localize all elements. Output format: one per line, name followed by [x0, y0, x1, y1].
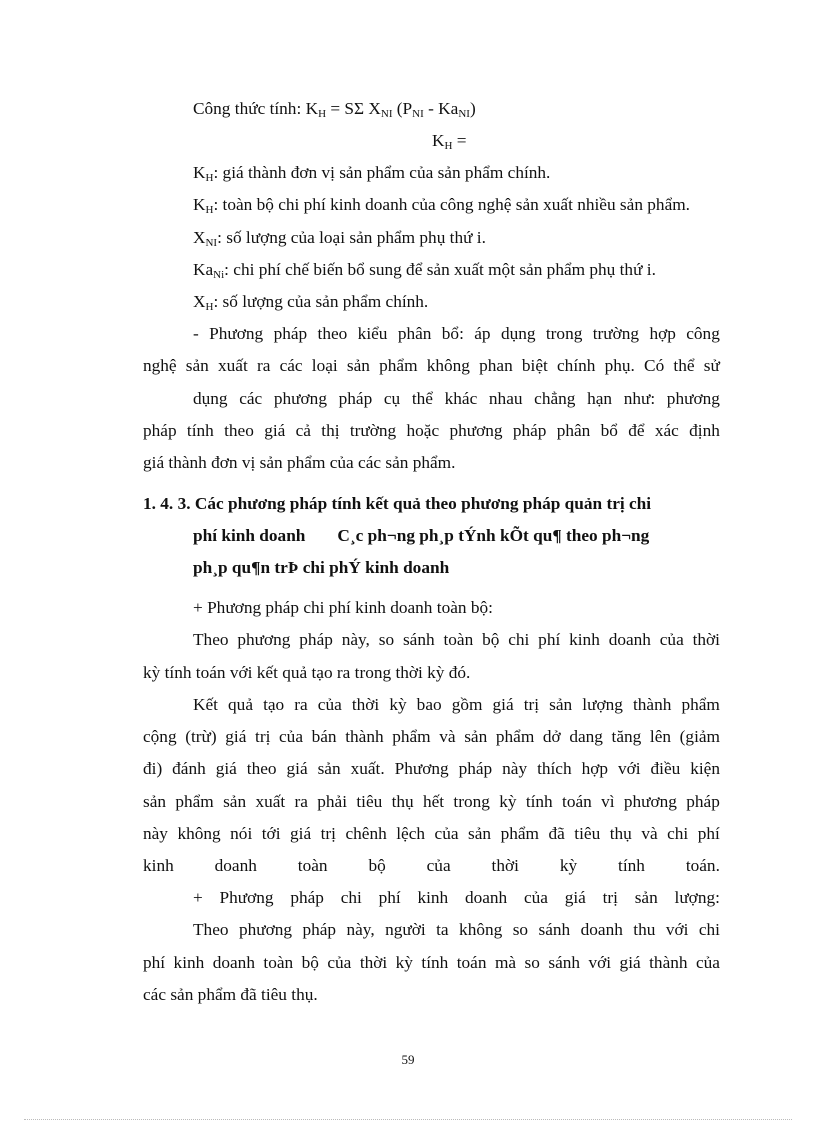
para4-line: các sản phẩm đã tiêu thụ.: [143, 985, 318, 1004]
para3-line: này không nói tới giá trị chênh lệch của sản phẩm đã tiêu thụ và chi phí: [143, 824, 720, 843]
page-border-divider: [24, 1119, 792, 1120]
para1-line: pháp tính theo giá cả thị trường hoặc phương pháp phân bổ để xác định: [143, 421, 720, 440]
definition-item: $Ka_{Ni}$: chi phí chế biến bổ sung để sản xuất một sản phẩm phụ thứ i.: [193, 260, 656, 281]
formula-line: Công thức tính: $K_H = S\Sigma$ $X_{NI}$ $(P_{NI} - Ka_{NI})$: [193, 99, 476, 120]
section-heading-line3: ph¸p qu¶n trÞ chi phÝ kinh doanh: [193, 558, 450, 577]
para3-line: đi) đánh giá theo giá sản xuất. Phương pháp này thích hợp với điều kiện: [143, 759, 720, 778]
formula-result: $K_H$ =: [432, 131, 467, 152]
para2-line: Theo phương pháp này, so sánh toàn bộ chi phí kinh doanh của thời: [193, 630, 720, 649]
subsection-title: + Phương pháp chi phí kinh doanh của giá trị sản lượng:: [193, 888, 720, 907]
definition-item: $K_H$: toàn bộ chi phí kinh doanh của công nghệ sản xuất nhiều sản phẩm.: [193, 195, 691, 216]
para1-line: dụng các phương pháp cụ thể khác nhau chẳng hạn như: phương: [193, 389, 720, 408]
definition-item: $X_{NI}$: số lượng của loại sản phẩm phụ thứ i.: [193, 228, 486, 249]
definition-item: $X_H$: số lượng của sản phẩm chính.: [193, 292, 429, 313]
para3-line: Kết quả tạo ra của thời kỳ bao gồm giá trị sản lượng thành phẩm: [193, 695, 720, 714]
section-heading-line2: phí kinh doanh C¸c ph¬ng ph¸p tÝnh kÕt qu¶ theo ph¬ng: [193, 526, 650, 545]
para1-line: nghệ sản xuất ra các loại sản phẩm không phan biệt chính phụ. Có thể sử: [143, 356, 720, 375]
para3-last-line: kinh doanh toàn bộ của thời kỳ tính toán.: [143, 856, 720, 875]
para3-line: sản phẩm sản xuất ra phải tiêu thụ hết trong kỳ tính toán vì phương pháp: [143, 792, 720, 811]
para3-line: cộng (trừ) giá trị của bán thành phẩm và sản phẩm dở dang tăng lên (giảm: [143, 727, 720, 746]
section-heading: 1. 4. 3. Các phương pháp tính kết quả theo phương pháp quản trị chi: [143, 494, 652, 513]
para1-line: - Phương pháp theo kiểu phân bổ: áp dụng trong trường hợp công: [193, 324, 720, 343]
page-number: 59: [401, 1052, 415, 1067]
para4-line: Theo phương pháp này, người ta không so sánh doanh thu với chi: [193, 920, 720, 939]
definition-item: $K_H$: giá thành đơn vị sản phẩm của sản phẩm chính.: [193, 163, 551, 184]
para1-line: giá thành đơn vị sản phẩm của các sản phẩm.: [143, 453, 456, 472]
para4-line: phí kinh doanh toàn bộ của thời kỳ tính toán mà so sánh với giá thành của: [143, 953, 720, 972]
subsection-title: + Phương pháp chi phí kinh doanh toàn bộ:: [193, 598, 493, 617]
para2-line: kỳ tính toán với kết quả tạo ra trong thời kỳ đó.: [143, 663, 471, 682]
